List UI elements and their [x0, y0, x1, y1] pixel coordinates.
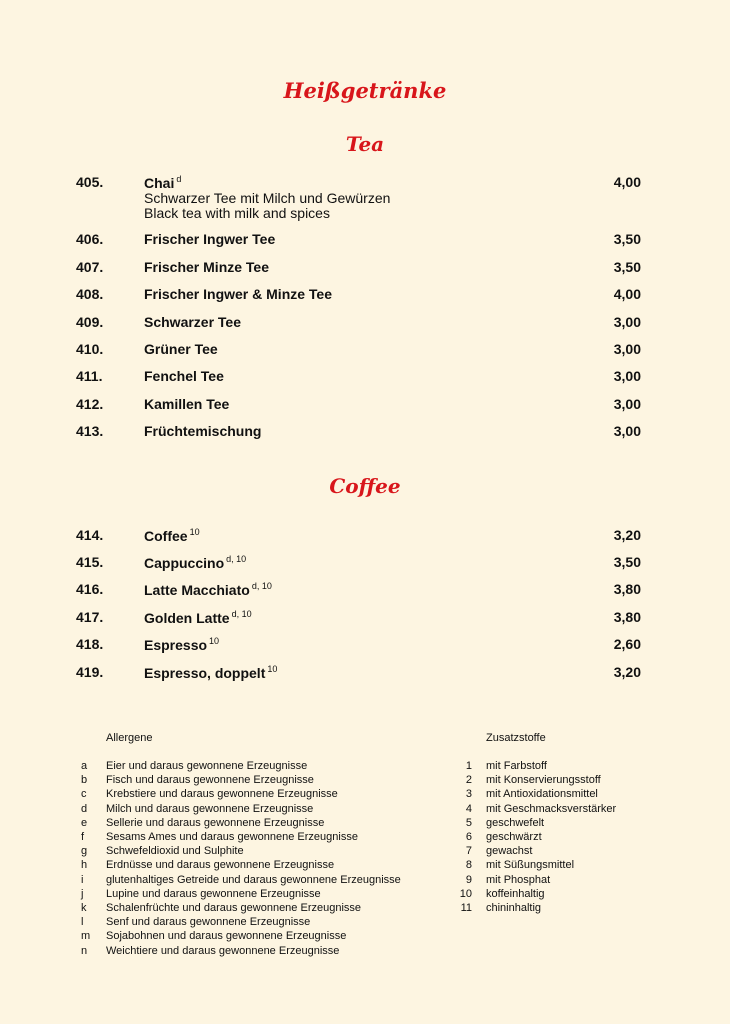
additive-row	[0, 760, 730, 774]
additive-text: mit Farbstoff	[486, 760, 547, 772]
additive-row	[0, 817, 730, 831]
additive-text: gewachst	[486, 845, 533, 858]
allergen-key: a	[81, 760, 88, 772]
item-price: 3,80	[613, 581, 641, 597]
item-price: 3,20	[613, 664, 641, 680]
additive-text: mit Antioxidationsmittel	[486, 788, 598, 801]
additive-row	[0, 803, 730, 817]
item-name	[144, 554, 246, 571]
item-name	[144, 259, 269, 275]
item-name	[144, 581, 272, 598]
additive-text: mit Süßungsmittel	[486, 859, 575, 872]
item-name-text: Frischer Ingwer Tee	[144, 231, 276, 247]
allergen-key: n	[81, 944, 88, 957]
item-number: 417.	[76, 609, 104, 625]
item-name-text: Chai	[144, 175, 175, 191]
item-name-text: Kamillen Tee	[144, 396, 230, 412]
additive-row	[0, 774, 730, 788]
item-price: 3,00	[613, 341, 641, 357]
item-price: 3,00	[613, 423, 641, 439]
item-allergen-codes: 10	[267, 664, 278, 674]
allergens-title: Allergene	[106, 732, 153, 744]
allergen-text: Erdnüsse und daraus gewonnene Erzeugnisse	[106, 859, 335, 872]
allergen-key: l	[81, 916, 84, 929]
item-name	[144, 664, 277, 681]
item-number: 410.	[76, 341, 104, 357]
allergen-key: f	[81, 831, 85, 843]
item-name	[144, 609, 252, 626]
allergen-text: Schalenfrüchte und daraus gewonnene Erzeugnisse	[106, 902, 362, 914]
allergen-key: c	[81, 788, 87, 801]
item-name-text: Espresso, doppelt	[144, 665, 266, 681]
item-price: 3,20	[613, 527, 641, 543]
item-price: 3,50	[613, 231, 641, 247]
item-name	[144, 368, 224, 384]
item-name-text: Latte Macchiato	[144, 582, 250, 598]
additive-key: 1	[465, 760, 472, 772]
section-heading-tea: Tea	[345, 132, 385, 156]
item-allergen-codes: d, 10	[251, 581, 272, 591]
allergen-text: Weichtiere und daraus gewonnene Erzeugnisse	[106, 944, 340, 957]
item-price: 3,00	[613, 396, 641, 412]
item-name-text: Frischer Ingwer & Minze Tee	[144, 286, 333, 302]
allergen-key: i	[81, 873, 84, 886]
allergen-key: k	[81, 902, 87, 914]
item-number: 406.	[76, 231, 104, 247]
additive-text: mit Geschmacksverstärker	[486, 802, 617, 815]
allergen-text: Fisch und daraus gewonnene Erzeugnisse	[106, 774, 314, 787]
additive-text: mit Phosphat	[486, 873, 551, 886]
allergen-text: Milch und daraus gewonnene Erzeugnisse	[106, 802, 314, 815]
item-name	[144, 231, 275, 247]
additive-key: 5	[465, 816, 472, 829]
item-number: 409.	[76, 314, 104, 330]
item-number: 413.	[76, 423, 104, 439]
item-price: 3,50	[613, 554, 641, 570]
item-price: 3,00	[613, 314, 641, 330]
item-price: 4,00	[613, 286, 641, 302]
item-number: 408.	[76, 286, 104, 302]
additive-key: 2	[465, 774, 472, 787]
item-name	[144, 314, 241, 330]
item-name-text: Frischer Minze Tee	[144, 259, 270, 275]
item-allergen-codes: d	[176, 174, 182, 184]
section-heading-coffee: Coffee	[329, 474, 401, 498]
item-name-text: Fenchel Tee	[144, 368, 224, 384]
item-name-text: Schwarzer Tee	[144, 314, 242, 330]
item-number: 405.	[76, 174, 104, 190]
item-name-text: Espresso	[144, 637, 208, 653]
item-price: 4,00	[613, 174, 641, 190]
additive-key: 11	[460, 902, 472, 914]
item-name	[144, 341, 218, 357]
item-price: 2,60	[613, 636, 641, 652]
additive-row	[0, 788, 730, 802]
allergen-text: Eier und daraus gewonnene Erzeugnisse	[106, 760, 308, 772]
additive-row	[0, 902, 730, 916]
item-number: 416.	[76, 581, 104, 597]
additive-key: 7	[465, 845, 472, 858]
allergen-key: b	[81, 774, 88, 787]
additive-key: 6	[465, 831, 472, 843]
item-name	[144, 174, 181, 191]
allergen-row	[0, 930, 730, 944]
page-title: Heißgetränke	[283, 78, 447, 103]
additive-key: 8	[465, 859, 472, 872]
additive-key: 4	[465, 802, 472, 815]
allergen-key: h	[81, 859, 88, 872]
additive-key: 9	[465, 873, 472, 886]
item-name	[144, 396, 229, 412]
item-name	[144, 423, 261, 439]
allergen-key: g	[81, 845, 88, 858]
allergen-text: Sellerie und daraus gewonnene Erzeugnisse	[106, 816, 325, 829]
item-description-en: Black tea with milk and spices	[144, 205, 330, 221]
item-name	[144, 527, 200, 544]
item-number: 415.	[76, 554, 104, 570]
allergen-text: Lupine und daraus gewonnene Erzeugnisse	[106, 887, 321, 900]
allergen-text: Krebstiere und daraus gewonnene Erzeugnisse	[106, 788, 338, 801]
additive-row	[0, 888, 730, 902]
item-number: 414.	[76, 527, 104, 543]
additive-text: geschwärzt	[486, 831, 542, 843]
item-allergen-codes: d, 10	[231, 609, 252, 619]
allergen-row	[0, 916, 730, 930]
additive-text: mit Konservierungsstoff	[486, 774, 601, 787]
allergen-text: Schwefeldioxid und Sulphite	[106, 845, 244, 858]
item-price: 3,50	[613, 259, 641, 275]
additive-text: koffeinhaltig	[486, 887, 545, 900]
item-number: 412.	[76, 396, 104, 412]
item-name-text: Früchtemischung	[144, 423, 262, 439]
item-number: 418.	[76, 636, 104, 652]
additive-row	[0, 874, 730, 888]
allergen-text: Senf und daraus gewonnene Erzeugnisse	[106, 916, 311, 929]
additive-key: 10	[459, 887, 472, 900]
item-price: 3,00	[613, 368, 641, 384]
item-allergen-codes: d, 10	[226, 554, 247, 564]
allergen-key: j	[81, 887, 84, 900]
allergen-key: m	[81, 930, 91, 943]
item-allergen-codes: 10	[209, 636, 220, 646]
allergen-key: e	[81, 816, 88, 829]
allergen-text: Sesams Ames und daraus gewonnene Erzeugnisse	[106, 831, 358, 843]
additive-row	[0, 859, 730, 873]
item-name-text: Grüner Tee	[144, 341, 218, 357]
allergen-row	[0, 945, 730, 959]
item-name	[144, 286, 332, 302]
item-price: 3,80	[613, 609, 641, 625]
item-name	[144, 636, 219, 653]
item-number: 419.	[76, 664, 104, 680]
additive-row	[0, 831, 730, 845]
item-name-text: Golden Latte	[144, 610, 230, 626]
item-number: 411.	[76, 368, 103, 384]
additives-title: Zusatzstoffe	[486, 732, 546, 744]
additive-row	[0, 845, 730, 859]
allergen-text: Sojabohnen und daraus gewonnene Erzeugnisse	[106, 930, 347, 943]
item-name-text: Cappuccino	[144, 555, 225, 571]
item-name-text: Coffee	[144, 528, 188, 544]
item-number: 407.	[76, 259, 104, 275]
additive-key: 3	[465, 788, 472, 801]
allergen-key: d	[81, 802, 88, 815]
item-allergen-codes: 10	[189, 527, 200, 537]
item-description-de: Schwarzer Tee mit Milch und Gewürzen	[144, 190, 391, 206]
additive-text: chininhaltig	[486, 902, 542, 914]
allergen-text: glutenhaltiges Getreide und daraus gewonnene Erzeugnisse	[106, 873, 401, 886]
additive-text: geschwefelt	[486, 816, 545, 829]
